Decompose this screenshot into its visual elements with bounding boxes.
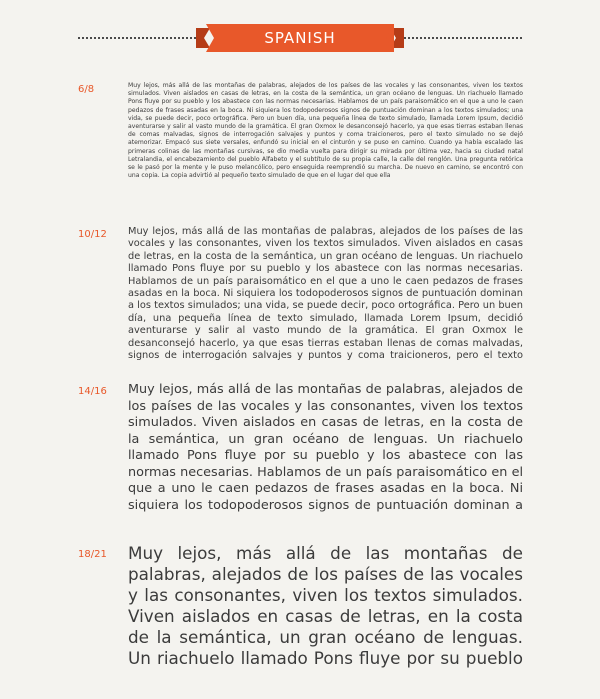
size-label: 10/12 <box>78 229 107 240</box>
dotted-rule-left <box>78 37 196 39</box>
size-label: 14/16 <box>78 386 107 397</box>
section-title: SPANISH <box>264 29 336 47</box>
sample-paragraph: Muy lejos, más allá de las montañas de palabras, alejados de los países de las vocales y las consonantes, viven los textos simulados. Viven aislados en casas de letras, en la costa de la semántica, un gran océano de lenguas. Un riachuelo llamado Pons fluye por su pueblo <box>128 543 523 668</box>
size-label: 6/8 <box>78 84 95 95</box>
sample-paragraph: Muy lejos, más allá de las montañas de palabras, alejados de los países de las vocales y las consonantes, viven los textos simulados. Viven aislados en casas de letras, en la costa de la semántica, un gran océano de lenguas. Un riachuelo llamado Pons fluye por su pueblo y los abastece con las normas necesarias. Hablamos de un país paraisomático en el que a uno le caen pedazos de frases asadas en la boca. Ni siquiera los todopoderosos signos de puntuación dominan a <box>128 382 523 513</box>
header <box>0 22 600 54</box>
dotted-rule-right <box>404 37 522 39</box>
title-ribbon <box>196 24 404 52</box>
sample-paragraph: Muy lejos, más allá de las montañas de palabras, alejados de los países de las vocales y las consonantes, viven los textos simulados. Viven aislados en casas de letras, en la costa de la semántica, un gran océano de lenguas. Un riachuelo llamado Pons fluye por su pueblo y los abastece con las normas necesarias. Hablamos de un país paraisomático en el que a uno le caen pedazos de frases asadas en la boca. Ni siquiera los todopoderosos signos de puntuación dominan a los textos simulados; una vida, se puede decir, poco ortográfica. Pero un buen día, una pequeña línea de texto simulado, llamada Lorem Ipsum, decidió aventurarse y salir al vasto mundo de la gramática. El gran Oxmox le desanconsejó hacerlo, ya que esas tierras estaban llenas de comas malvadas, signos de interrogación salvajes y puntos y coma traicioneros, pero el texto simulado no se dejó atemorizar. Empacó sus siete versales, enfundó su inicial en el cinturón y se puso en camino. Cuando ya había escalado las primeras colinas de las montañas cursivas, se dio media vuelta para dirigir su mirada por última vez, hacia su ciudad natal Letralandia, el encabezamiento del pueblo Alfabeto y el subtítulo de su propia calle, la calle del renglón. Una pregunta retórica se le pasó por la mente y le puso melancólico, pero enseguida reemprendió su marcha. De nuevo en camino, se encontró con una copia. La copia advirtió al pequeño texto simulado de que en el lugar del que ella <box>128 82 523 180</box>
sample-paragraph: Muy lejos, más allá de las montañas de palabras, alejados de los países de las vocales y las consonantes, viven los textos simulados. Viven aislados en casas de letras, en la costa de la semántica, un gran océano de lenguas. Un riachuelo llamado Pons fluye por su pueblo y los abastece con las normas necesarias. Hablamos de un país paraisomático en el que a uno le caen pedazos de frases asadas en la boca. Ni siquiera los todopoderosos signos de puntuación dominan a los textos simulados; una vida, se puede decir, poco ortográfica. Pero un buen día, una pequeña línea de texto simulado, llamada Lorem Ipsum, decidió aventurarse y salir al vasto mundo de la gramática. El gran Oxmox le desanconsejó hacerlo, ya que esas tierras estaban llenas de comas malvadas, signos de interrogación salvajes y puntos y coma traicioneros, pero el texto <box>128 226 523 362</box>
size-label: 18/21 <box>78 549 107 560</box>
